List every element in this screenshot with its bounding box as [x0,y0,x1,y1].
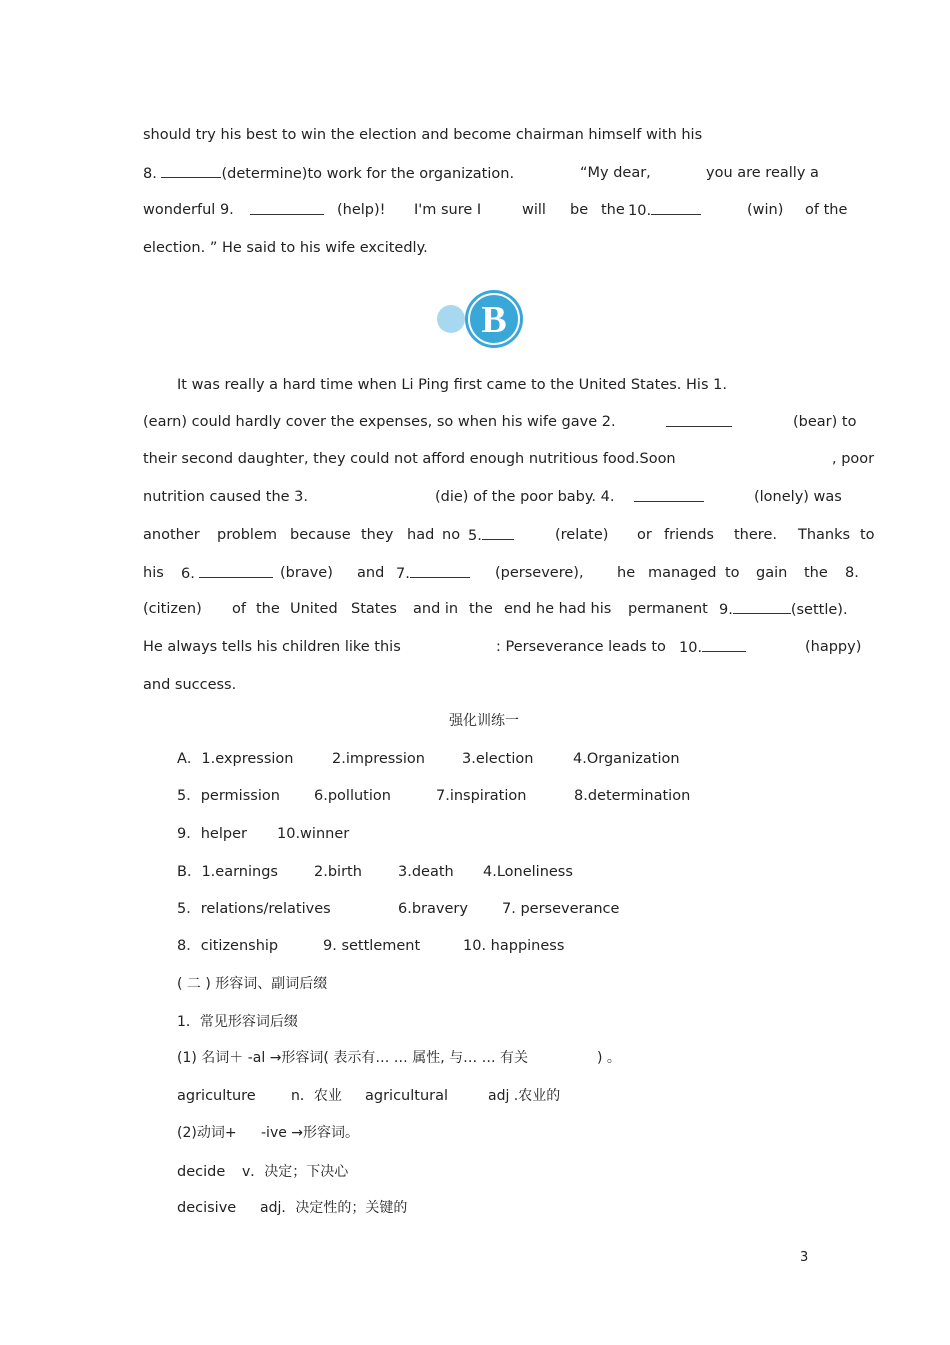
answer-a-10: 10.winner [277,826,350,842]
text: will [522,202,546,218]
answer-blank[interactable] [733,599,791,614]
answer-b-5: 5．relations/relatives [177,901,331,917]
blank-number [396,563,470,584]
blank-number: 8. [845,565,859,581]
rule-1-end: ) 。 [597,1050,621,1066]
hint-text: (settle). [790,602,848,618]
answer-b-3: 3.death [398,864,454,880]
hint-text: (help)! [337,202,386,218]
text: : Perseverance leads to [496,639,666,655]
text: the [804,565,828,581]
answer-a-7: 7.inspiration [436,788,527,804]
example-word: agriculture [177,1088,256,1104]
text: another [143,527,200,543]
blank-number [181,563,273,584]
answer-b-2: 2.birth [314,864,362,880]
answer-b-1: B．1.earnings [177,864,278,880]
blank-number [719,599,848,620]
text: be [570,202,589,218]
text: of [232,601,246,617]
passage-a-line-2 [143,163,514,184]
answer-blank[interactable] [161,163,221,178]
blank-number: 8. [143,166,157,182]
text: the [469,601,493,617]
quote-cont: you are really a [706,165,819,181]
blank-number-text: 10. [679,640,703,656]
text: the [601,202,625,218]
blank-number-text: 6. [181,566,195,582]
hint-text: (relate) [555,527,609,543]
passage-b-line-3: their second daughter, they could not afford enough nutritious food.Soon [143,451,676,467]
blank-number-text: 5. [468,528,482,544]
hint-text: (lonely) was [754,489,842,505]
example-meaning: adj．决定性的；关键的 [260,1200,408,1216]
answer-b-6: 6.bravery [398,901,468,917]
answer-blank[interactable] [410,563,470,578]
answer-blank[interactable] [634,487,704,502]
section-b-logo-icon [434,288,528,350]
answer-blank[interactable] [702,637,746,652]
example-word: agricultural [365,1088,449,1104]
text: of the [805,202,848,218]
rule-2-cont: -ive →形容词。 [261,1125,360,1141]
answer-a-9: 9．helper [177,826,247,842]
hint-text: (happy) [805,639,862,655]
answer-a-4: 4.Organization [573,751,680,767]
blank-number-text: 9. [719,602,733,618]
passage-a-line-3a: wonderful 9. [143,202,234,218]
answer-a-1: A．1.expression [177,751,294,767]
example-meaning: adj .农业的 [488,1088,561,1104]
text: end he had his [504,601,612,617]
text: permanent [628,601,708,617]
example-word: decisive [177,1200,237,1216]
example-meaning: n．农业 [291,1088,342,1104]
passage-b-line-2: (earn) could hardly cover the expenses, so when his wife gave 2. [143,414,616,430]
text: friends [664,527,714,543]
answer-b-4: 4.Loneliness [483,864,573,880]
hint-text: (persevere), [495,565,584,581]
text: United [290,601,338,617]
blank-number [450,525,514,546]
text: , poor [832,451,875,467]
passage-b-line-1: It was really a hard time when Li Ping first came to the United States. His 1. [177,377,727,393]
answer-b-8: 8．citizenship [177,938,279,954]
text: because [290,527,351,543]
answer-a-8: 8.determination [574,788,691,804]
answers-title: 强化训练一 [449,713,519,729]
text: to [725,565,740,581]
answer-a-6: 6.pollution [314,788,391,804]
passage-b-line-4: nutrition caused the 3. [143,489,309,505]
text: States [351,601,397,617]
hint-text: (die) of the poor baby. 4. [435,489,615,505]
answer-blank[interactable] [250,200,324,215]
text: I'm sure I [414,202,482,218]
passage-b-line-8: He always tells his children like this [143,639,401,655]
passage-a-line-4: election. ” He said to his wife excitedly. [143,240,428,256]
text: gain [756,565,788,581]
passage-a-line-1: should try his best to win the election and become chairman himself with his [143,127,703,143]
page-number: 3 [800,1250,809,1265]
rule-1: (1) 名词＋ -al →形容词( 表示有… … 属性, 与… … 有关 [177,1050,529,1066]
rule-2: (2)动词+ [177,1125,237,1141]
quote-start: “My dear, [580,165,651,181]
blank-number-text: 7. [396,566,410,582]
text: to [860,527,875,543]
hint-text: (bear) to [793,414,857,430]
text: managed [648,565,717,581]
text: and in [413,601,459,617]
logo-letter: B [481,299,507,341]
text: no [442,527,461,543]
text: and [357,565,385,581]
section-heading: ( 二 ) 形容词、副词后缀 [177,976,328,992]
example-word: decide [177,1164,226,1180]
text: Thanks [798,527,851,543]
hint-text: (determine)to work for the organization. [221,166,515,182]
hint-text: (win) [747,202,784,218]
answer-blank[interactable] [666,412,732,427]
blank-number [628,200,701,221]
text: problem [217,527,277,543]
blank-number-text: 10. [628,203,652,219]
answer-b-9: 9. settlement [323,938,421,954]
hint-text: (brave) [280,565,333,581]
example-meaning: v．决定；下决心 [242,1164,349,1180]
answer-blank[interactable] [482,525,514,540]
sub-heading: 1．常见形容词后缀 [177,1014,298,1030]
passage-b-line-9: and success. [143,677,237,693]
text: his [143,565,164,581]
text: or [637,527,652,543]
answer-b-7: 7. perseverance [502,901,620,917]
answer-a-3: 3.election [462,751,534,767]
answer-a-5: 5．permission [177,788,280,804]
answer-blank[interactable] [651,200,701,215]
hint-text: (citizen) [143,601,202,617]
text: the [256,601,280,617]
answer-blank[interactable] [199,563,273,578]
text: he [617,565,636,581]
answer-b-10: 10. happiness [463,938,565,954]
text: there. [734,527,777,543]
answer-a-2: 2.impression [332,751,425,767]
text: they [361,527,394,543]
blank-number [679,637,746,658]
text: had [407,527,435,543]
